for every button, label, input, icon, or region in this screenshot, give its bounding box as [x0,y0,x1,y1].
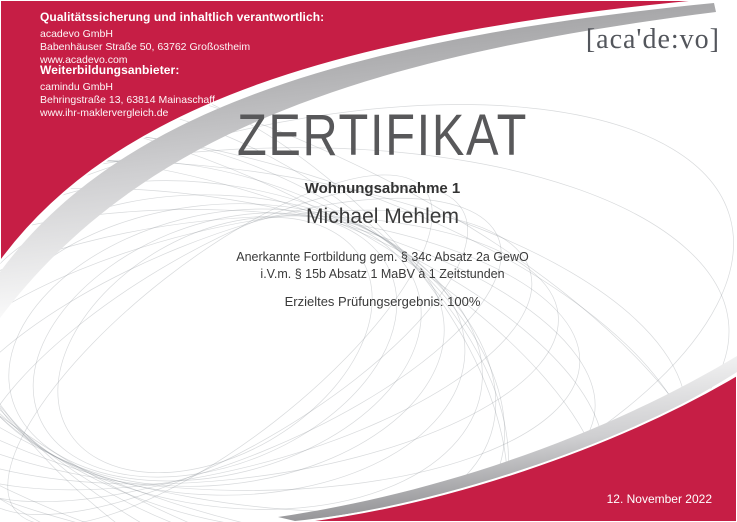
acadevo-logo: [aca'de:vo] [585,24,720,55]
recipient-name: Michael Mehlem [306,205,459,228]
training-company: camindu GmbH [40,81,113,93]
quality-address: Babenhäuser Straße 50, 63762 Großostheim [40,41,251,53]
certification-description [100,249,665,283]
description-line-2: i.V.m. § 15b Absatz 1 MaBV à 1 Zeitstunden [260,267,505,281]
quality-website: www.acadevo.com [40,54,128,66]
description-line-1: Anerkannte Fortbildung gem. § 34c Absatz 2a GewO [236,250,529,264]
course-name: Wohnungsabnahme 1 [304,180,461,197]
training-address: Behringstraße 13, 63814 Mainaschaff [40,94,215,106]
quality-heading: Qualitätssicherung und inhaltlich verantwortlich: [40,10,325,24]
certificate-title: ZERTIFIKAT [236,103,529,168]
issue-date: 12. November 2022 [606,492,712,506]
quality-company: acadevo GmbH [40,28,113,40]
training-website: www.ihr-maklervergleich.de [40,107,169,119]
training-heading: Weiterbildungsanbieter: [40,63,180,77]
quality-assurance-block [40,10,324,67]
exam-result: Erzieltes Prüfungsergebnis: 100% [284,294,481,309]
